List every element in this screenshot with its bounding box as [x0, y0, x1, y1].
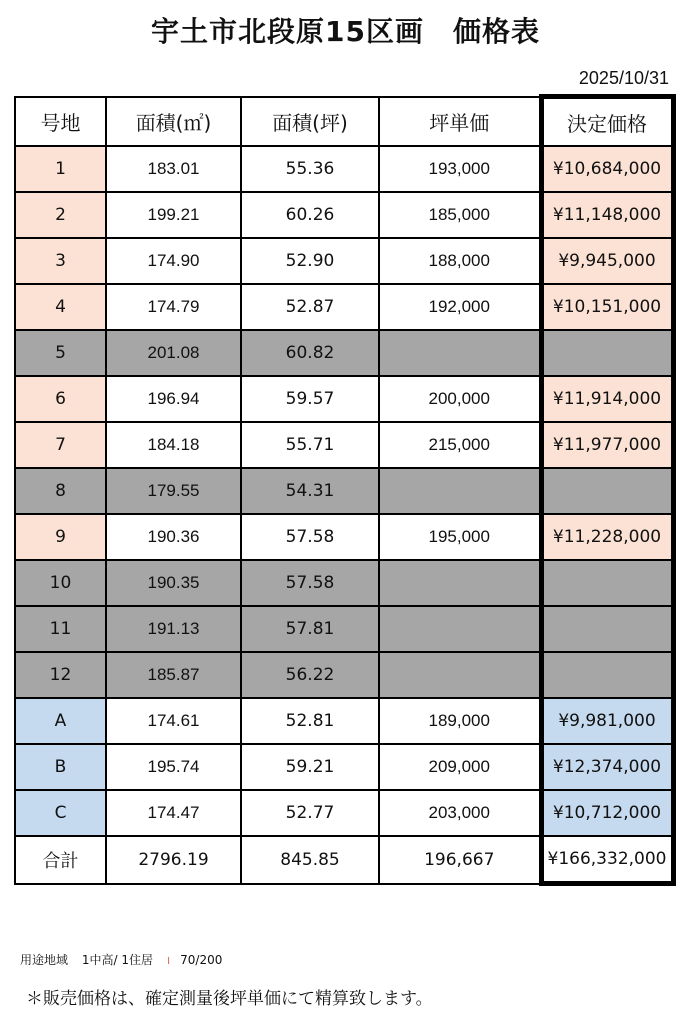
- zoning-marker: ı: [166, 953, 171, 967]
- lot-cell: 10: [15, 560, 106, 606]
- header-row: [15, 97, 673, 147]
- area-sqm-cell: 183.01: [106, 146, 241, 192]
- area-sqm-cell: 185.87: [106, 652, 241, 698]
- area-tsubo-cell: 55.36: [241, 146, 379, 192]
- area-tsubo-cell: 52.87: [241, 284, 379, 330]
- area-tsubo-cell: 60.82: [241, 330, 379, 376]
- final-price-cell: ¥11,148,000: [541, 192, 673, 238]
- lot-cell: 12: [15, 652, 106, 698]
- final-price-cell: ¥11,228,000: [541, 514, 673, 560]
- final-price-cell: ¥9,981,000: [541, 698, 673, 744]
- area-tsubo-cell: 56.22: [241, 652, 379, 698]
- area-tsubo-cell: 52.77: [241, 790, 379, 836]
- lot-cell: C: [15, 790, 106, 836]
- unit-price-cell: [379, 560, 541, 606]
- lot-cell: 11: [15, 606, 106, 652]
- lot-cell: 4: [15, 284, 106, 330]
- zoning-district: 1中高/ 1住居: [81, 953, 153, 967]
- table-row: [15, 790, 673, 836]
- area-sqm-cell: 190.35: [106, 560, 241, 606]
- total-label: 合計: [15, 836, 106, 884]
- lot-cell: 8: [15, 468, 106, 514]
- area-sqm-cell: 174.90: [106, 238, 241, 284]
- header-area-tsubo: 面積(坪): [241, 97, 379, 147]
- header-lot: 号地: [15, 97, 106, 147]
- area-sqm-cell: 174.47: [106, 790, 241, 836]
- total-final-price: ¥166,332,000: [541, 836, 673, 884]
- table-row: [15, 192, 673, 238]
- unit-price-cell: [379, 652, 541, 698]
- table-row: [15, 560, 673, 606]
- unit-price-cell: 188,000: [379, 238, 541, 284]
- lot-cell: 5: [15, 330, 106, 376]
- area-sqm-cell: 179.55: [106, 468, 241, 514]
- area-sqm-cell: 174.61: [106, 698, 241, 744]
- table-row: [15, 468, 673, 514]
- area-tsubo-cell: 59.21: [241, 744, 379, 790]
- table-row: [15, 652, 673, 698]
- total-area-sqm: 2796.19: [106, 836, 241, 884]
- zoning-label: 用途地域: [20, 953, 69, 967]
- unit-price-cell: 203,000: [379, 790, 541, 836]
- table-row: [15, 146, 673, 192]
- table-row: [15, 376, 673, 422]
- final-price-cell: ¥10,712,000: [541, 790, 673, 836]
- area-sqm-cell: 190.36: [106, 514, 241, 560]
- table-row: [15, 422, 673, 468]
- table-row: [15, 284, 673, 330]
- lot-cell: 3: [15, 238, 106, 284]
- table-row: [15, 238, 673, 284]
- final-price-cell: ¥10,684,000: [541, 146, 673, 192]
- unit-price-cell: 195,000: [379, 514, 541, 560]
- final-price-cell: ¥12,374,000: [541, 744, 673, 790]
- unit-price-cell: [379, 330, 541, 376]
- zoning-ratio: 70/200: [180, 953, 223, 967]
- unit-price-cell: 185,000: [379, 192, 541, 238]
- lot-cell: 7: [15, 422, 106, 468]
- total-unit-price: 196,667: [379, 836, 541, 884]
- area-tsubo-cell: 57.58: [241, 560, 379, 606]
- area-tsubo-cell: 55.71: [241, 422, 379, 468]
- area-sqm-cell: 201.08: [106, 330, 241, 376]
- table-row: [15, 606, 673, 652]
- final-price-cell: [541, 606, 673, 652]
- lot-cell: 9: [15, 514, 106, 560]
- area-tsubo-cell: 57.81: [241, 606, 379, 652]
- settlement-note: ＊販売価格は、確定測量後坪単価にて精算致します。: [26, 989, 433, 1009]
- final-price-cell: ¥9,945,000: [541, 238, 673, 284]
- area-tsubo-cell: 52.90: [241, 238, 379, 284]
- area-sqm-cell: 184.18: [106, 422, 241, 468]
- page-title: 宇土市北段原15区画 価格表: [151, 15, 540, 48]
- date-label: 2025/10/31: [578, 68, 669, 88]
- table-row: [15, 744, 673, 790]
- area-tsubo-cell: 60.26: [241, 192, 379, 238]
- area-tsubo-cell: 52.81: [241, 698, 379, 744]
- total-row: [15, 836, 673, 884]
- final-price-cell: ¥10,151,000: [541, 284, 673, 330]
- area-sqm-cell: 195.74: [106, 744, 241, 790]
- final-price-cell: [541, 468, 673, 514]
- unit-price-cell: 209,000: [379, 744, 541, 790]
- table-row: [15, 330, 673, 376]
- header-area-sqm: 面積(㎡): [106, 97, 241, 147]
- area-tsubo-cell: 57.58: [241, 514, 379, 560]
- lot-cell: A: [15, 698, 106, 744]
- lot-cell: 1: [15, 146, 106, 192]
- lot-cell: 6: [15, 376, 106, 422]
- area-sqm-cell: 199.21: [106, 192, 241, 238]
- header-final-price: 決定価格: [541, 97, 673, 147]
- final-price-cell: [541, 652, 673, 698]
- final-price-cell: ¥11,914,000: [541, 376, 673, 422]
- zoning-note: [20, 951, 232, 968]
- area-sqm-cell: 191.13: [106, 606, 241, 652]
- area-sqm-cell: 174.79: [106, 284, 241, 330]
- unit-price-cell: 192,000: [379, 284, 541, 330]
- final-price-cell: [541, 560, 673, 606]
- unit-price-cell: 215,000: [379, 422, 541, 468]
- lot-cell: B: [15, 744, 106, 790]
- unit-price-cell: [379, 468, 541, 514]
- area-sqm-cell: 196.94: [106, 376, 241, 422]
- final-price-cell: ¥11,977,000: [541, 422, 673, 468]
- area-tsubo-cell: 59.57: [241, 376, 379, 422]
- area-tsubo-cell: 54.31: [241, 468, 379, 514]
- unit-price-cell: [379, 606, 541, 652]
- final-price-cell: [541, 330, 673, 376]
- unit-price-cell: 200,000: [379, 376, 541, 422]
- header-unit-price: 坪単価: [379, 97, 541, 147]
- total-area-tsubo: 845.85: [241, 836, 379, 884]
- unit-price-cell: 189,000: [379, 698, 541, 744]
- table-row: [15, 698, 673, 744]
- lot-cell: 2: [15, 192, 106, 238]
- price-table: [14, 94, 676, 886]
- unit-price-cell: 193,000: [379, 146, 541, 192]
- table-row: [15, 514, 673, 560]
